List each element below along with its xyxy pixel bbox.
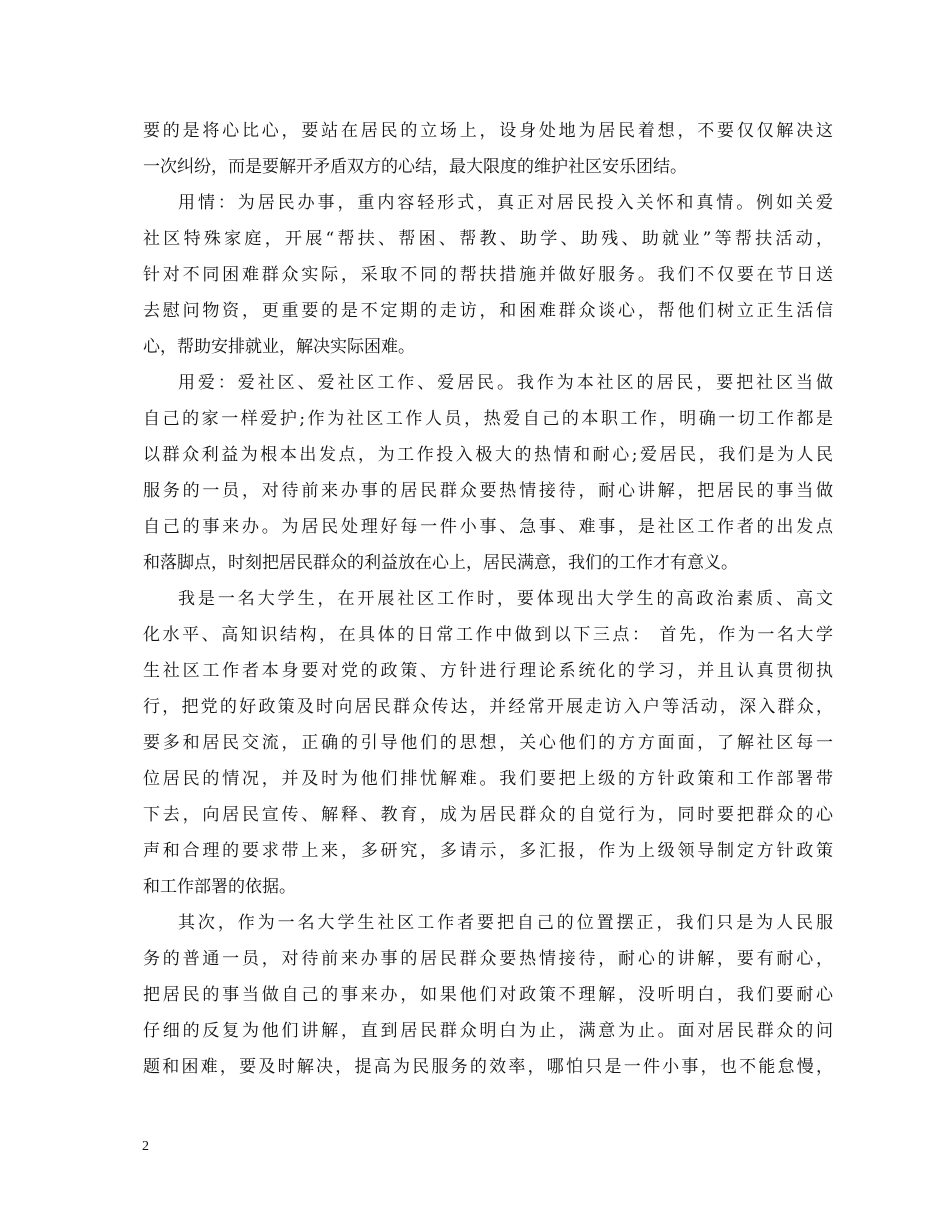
page-number: 2 [142,1139,149,1154]
text-line: 把居民的事当做自己的事来办，如果他们对政策不理解，没听明白，我们要耐心 [143,985,833,1005]
text-line: 针对不同困难群众实际，采取不同的帮扶措施并做好服务。我们不仅要在节日送 [143,265,833,285]
paragraph-first-line: 用情：为居民办事，重内容轻形式，真正对居民投入关怀和真情。例如关爱 [178,193,833,213]
text-line: 生社区工作者本身要对党的政策、方针进行理论系统化的学习，并且认真贯彻执 [143,661,833,681]
text-line: 下去，向居民宣传、解释、教育，成为居民群众的自觉行为，同时要把群众的心 [143,805,833,825]
text-line: 社区特殊家庭，开展“帮扶、帮困、帮教、助学、助残、助就业”等帮扶活动， [143,229,833,249]
text-line: 声和合理的要求带上来，多研究，多请示，多汇报，作为上级领导制定方针政策 [143,841,833,861]
paragraph-first-line: 其次，作为一名大学生社区工作者要把自己的位置摆正，我们只是为人民服 [178,913,833,933]
text-line: 化水平、高知识结构，在具体的日常工作中做到以下三点： 首先，作为一名大学 [143,625,833,645]
text-line: 仔细的反复为他们讲解，直到居民群众明白为止，满意为止。面对居民群众的问 [143,1021,833,1041]
text-line: 心，帮助安排就业，解决实际困难。 [143,337,415,357]
text-line: 位居民的情况，并及时为他们排忧解难。我们要把上级的方针政策和工作部署带 [143,769,833,789]
text-line: 要的是将心比心，要站在居民的立场上，设身处地为居民着想，不要仅仅解决这 [143,121,833,141]
text-line: 自己的事来办。为居民处理好每一件小事、急事、难事，是社区工作者的出发点 [143,517,833,537]
text-line: 务的普通一员，对待前来办事的居民群众要热情接待，耐心的讲解，要有耐心， [143,949,833,969]
text-line: 一次纠纷，而是要解开矛盾双方的心结，最大限度的维护社区安乐团结。 [143,157,687,177]
paragraph-first-line: 用爱：爱社区、爱社区工作、爱居民。我作为本社区的居民，要把社区当做 [178,373,833,393]
text-line: 和工作部署的依据。 [143,877,296,897]
body-text [143,113,833,1085]
paragraph-first-line: 我是一名大学生，在开展社区工作时，要体现出大学生的高政治素质、高文 [178,589,833,609]
text-line: 行，把党的好政策及时向居民群众传达，并经常开展走访入户等活动，深入群众， [143,697,833,717]
text-line: 以群众利益为根本出发点，为工作投入极大的热情和耐心;爱居民，我们是为人民 [143,445,833,465]
text-line: 服务的一员，对待前来办事的居民群众要热情接待，耐心讲解，把居民的事当做 [143,481,833,501]
text-line: 自己的家一样爱护;作为社区工作人员，热爱自己的本职工作，明确一切工作都是 [143,409,833,429]
text-line: 和落脚点，时刻把居民群众的利益放在心上，居民满意，我们的工作才有意义。 [143,553,738,573]
text-line: 要多和居民交流，正确的引导他们的思想，关心他们的方方面面，了解社区每一 [143,733,833,753]
text-line: 去慰问物资，更重要的是不定期的走访，和困难群众谈心，帮他们树立正生活信 [143,301,833,321]
text-line: 题和困难，要及时解决，提高为民服务的效率，哪怕只是一件小事，也不能怠慢， [143,1057,833,1077]
